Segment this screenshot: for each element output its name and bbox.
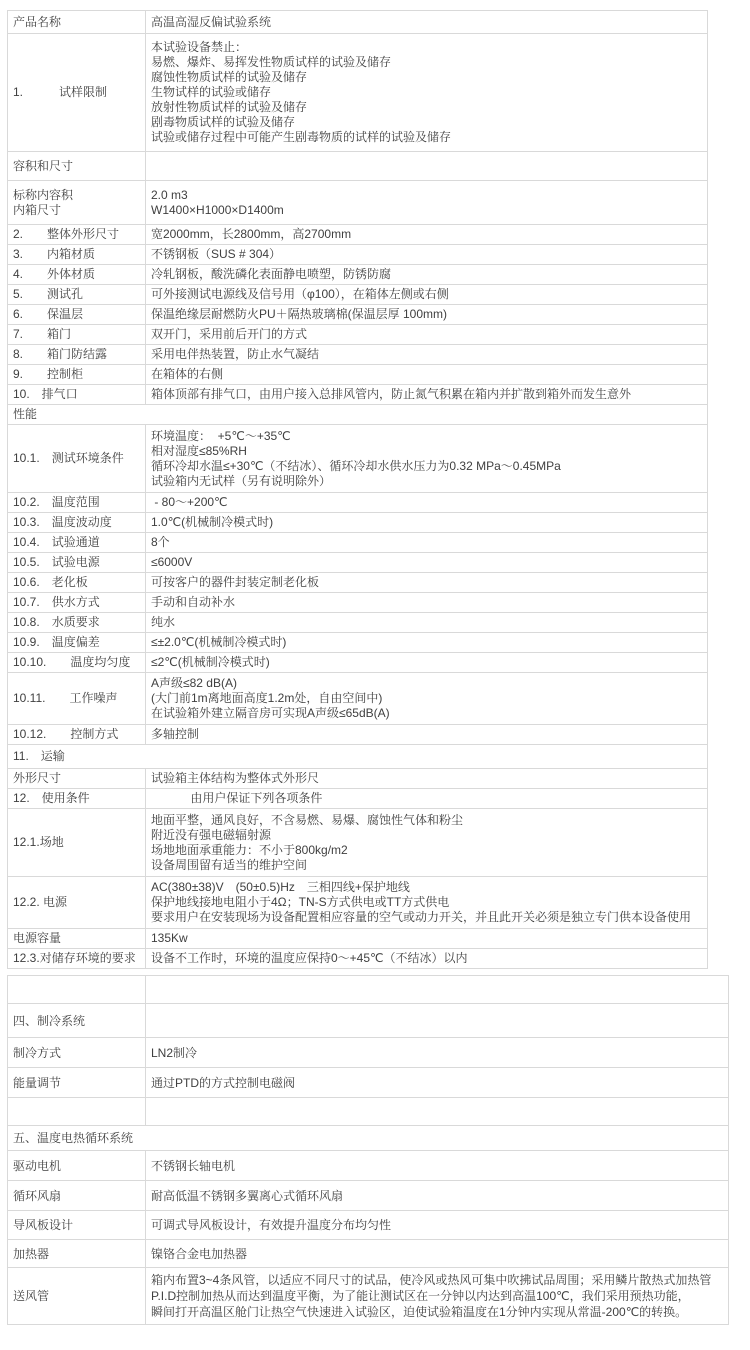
spec-row — [8, 1038, 729, 1068]
cell-text-line: 本试验设备禁止： — [151, 40, 248, 54]
cell-text-line: 12. 使用条件 — [13, 791, 90, 805]
spec-value-cell — [146, 769, 708, 789]
spec-value-cell — [146, 929, 708, 949]
spec-value-cell — [146, 365, 708, 385]
spec-row — [8, 1211, 729, 1240]
cell-text-line: 7. 箱门 — [13, 327, 72, 341]
cell-text-line: 双开门，采用前后开门的方式 — [151, 327, 308, 341]
cell-text-line: 容积和尺寸 — [13, 158, 74, 173]
spec-row — [8, 11, 708, 34]
spec-row — [8, 1268, 729, 1325]
spec-row — [8, 34, 708, 152]
cell-text-line: 10.11. 工作噪声 — [13, 691, 118, 705]
spec-label-cell — [8, 573, 146, 593]
spec-label-cell — [8, 653, 146, 673]
spec-label-cell — [8, 1038, 146, 1068]
spec-value-cell — [146, 285, 708, 305]
spec-row — [8, 425, 708, 493]
spec-row — [8, 1151, 729, 1181]
cell-text-line: 产品名称 — [13, 14, 62, 29]
cell-text-line: AC(380±38)V (50±0.5)Hz 三相四线+保护地线 — [151, 880, 410, 894]
cell-text-line: 瞬间打开高温区舱门让热空气快速进入试验区，迫使试验箱温度在1分钟内实现从常温-200℃的转换。 — [151, 1305, 688, 1319]
spec-row — [8, 949, 708, 969]
spec-label-cell — [8, 245, 146, 265]
cell-text-line: 8个 — [151, 535, 170, 549]
cell-text-line: 设备不工作时，环境的温度应保持0～+45℃（不结冰）以内 — [151, 951, 468, 965]
cell-text-line: P.I.D控制加热从而达到温度平衡，为了能让测试区在一分钟以内达到高温100℃，我们采用预热功能， — [151, 1289, 690, 1303]
cell-text-line: 易燃、爆炸、易挥发性物质试样的试验及储存 — [151, 55, 392, 69]
cell-text-line: 11. 运输 — [13, 749, 65, 763]
spec-value-cell — [146, 325, 708, 345]
cell-text-line: 试验箱主体结构为整体式外形尺 — [151, 771, 320, 785]
spec-value-cell — [146, 1038, 729, 1068]
spec-label-cell — [8, 513, 146, 533]
section-header-cell — [8, 405, 708, 425]
spec-row — [8, 152, 708, 181]
spec-row — [8, 593, 708, 613]
spec-label-cell — [8, 633, 146, 653]
spec-label-cell — [8, 34, 146, 152]
spec-value-cell — [146, 653, 708, 673]
spec-label-cell — [8, 11, 146, 34]
cell-text-line: 循环风扇 — [13, 1188, 62, 1203]
cell-text-line: 6. 保温层 — [13, 307, 84, 321]
section-header-row — [8, 405, 708, 425]
cell-text-line: 在试验箱外建立隔音房可实现A声级≤65dB(A) — [151, 706, 390, 720]
spec-label-cell — [8, 225, 146, 245]
cell-text-line: 保护地线接地电阻小于4Ω；TN-S方式供电或TT方式供电 — [151, 895, 450, 909]
cell-text-line: 镍铬合金电加热器 — [151, 1246, 248, 1261]
spec-label-cell — [8, 1068, 146, 1098]
cell-text-line: 试验箱内无试样（另有说明除外） — [151, 473, 332, 488]
cell-text-line: 135Kw — [151, 931, 188, 945]
spec-label-cell — [8, 1268, 146, 1325]
cell-text-line: 10.10. 温度均匀度 — [13, 655, 131, 669]
spec-value-cell — [146, 493, 708, 513]
spec-row — [8, 533, 708, 553]
cell-text-line: 四、制冷系统 — [13, 1013, 86, 1028]
spec-value-cell — [146, 265, 708, 285]
spec-label-cell — [8, 976, 146, 1004]
cell-text-line: 冷轧钢板，酸洗磷化表面静电喷塑，防锈防腐 — [151, 267, 392, 281]
spec-value-cell — [146, 1151, 729, 1181]
spec-value-cell — [146, 1004, 729, 1038]
spec-label-cell — [8, 809, 146, 877]
spec-label-cell — [8, 285, 146, 305]
cell-text-line: 腐蚀性物质试样的试验及储存 — [151, 70, 308, 84]
cell-text-line: 10. 排气口 — [13, 387, 78, 401]
spec-row — [8, 1004, 729, 1038]
product-spec-table — [7, 10, 708, 969]
spec-row — [8, 365, 708, 385]
cell-text-line: 内箱尺寸 — [13, 202, 62, 217]
spec-value-cell — [146, 976, 729, 1004]
cell-text-line: 制冷方式 — [13, 1045, 62, 1060]
spec-label-cell — [8, 345, 146, 365]
spec-value-cell — [146, 34, 708, 152]
cell-text-line: 设备周围留有适当的维护空间 — [151, 857, 308, 872]
spec-row — [8, 265, 708, 285]
spec-value-cell — [146, 949, 708, 969]
cell-text-line: 能量调节 — [13, 1075, 62, 1090]
spec-label-cell — [8, 725, 146, 745]
cell-text-line: 循环冷却水温≤+30℃（不结冰）、循环冷却水供水压力为0.32 MPa～0.45MPa — [151, 458, 561, 473]
cell-text-line: 可调式导风板设计，有效提升温度分布均匀性 — [151, 1218, 392, 1232]
spec-row — [8, 929, 708, 949]
spec-label-cell — [8, 1240, 146, 1268]
spec-row — [8, 513, 708, 533]
cell-text-line: 放射性物质试样的试验及储存 — [151, 100, 308, 114]
spec-label-cell — [8, 265, 146, 285]
section-header-cell — [8, 1126, 729, 1151]
spec-label-cell — [8, 613, 146, 633]
spec-label-cell — [8, 385, 146, 405]
spec-value-cell — [146, 305, 708, 325]
cell-text-line: (大门前1m离地面高度1.2m处，自由空间中) — [151, 691, 383, 705]
spec-row — [8, 553, 708, 573]
spec-value-cell — [146, 553, 708, 573]
cell-text-line: A声级≤82 dB(A) — [151, 676, 237, 690]
cell-text-line: 导风板设计 — [13, 1218, 74, 1232]
spec-value-cell — [146, 11, 708, 34]
spec-value-cell — [146, 533, 708, 553]
spec-row — [8, 1098, 729, 1126]
spec-row — [8, 385, 708, 405]
spec-label-cell — [8, 1151, 146, 1181]
spec-label-cell — [8, 553, 146, 573]
spec-value-cell — [146, 1211, 729, 1240]
cell-text-line: LN2制冷 — [151, 1045, 198, 1060]
spec-row — [8, 809, 708, 877]
cell-text-line: 附近没有强电磁辐射源 — [151, 827, 272, 842]
cell-text-line: 地面平整，通风良好，不含易燃、易爆、腐蚀性气体和粉尘 — [151, 812, 464, 827]
cell-text-line: 要求用户在安装现场为设备配置相应容量的空气或动力开关，并且此开关必须是独立专门供本设备使用 — [151, 910, 692, 924]
spec-value-cell — [146, 633, 708, 653]
cell-text-line: 多轴控制 — [151, 727, 200, 741]
cell-text-line: 箱体顶部有排气口，由用户接入总排风管内，防止氮气积累在箱内并扩散到箱外而发生意外 — [151, 387, 632, 401]
cell-text-line: 在箱体的右侧 — [151, 367, 224, 381]
cell-text-line: 12.3.对储存环境的要求 — [13, 951, 136, 965]
spec-row — [8, 789, 708, 809]
spec-label-cell — [8, 425, 146, 493]
spec-row — [8, 245, 708, 265]
spec-value-cell — [146, 573, 708, 593]
cell-text-line: 五、温度电热循环系统 — [13, 1131, 134, 1145]
spec-row — [8, 653, 708, 673]
cell-text-line: 10.12. 控制方式 — [13, 727, 119, 741]
cell-text-line: 加热器 — [13, 1246, 50, 1261]
spec-label-cell — [8, 533, 146, 553]
cell-text-line: 生物试样的试验或储存 — [151, 85, 272, 99]
spec-value-cell — [146, 1181, 729, 1211]
cell-text-line: 2. 整体外形尺寸 — [13, 227, 120, 241]
cell-text-line: 可外接测试电源线及信号用（φ100），在箱体左侧或右侧 — [151, 287, 449, 301]
cell-text-line: 标称内容积 — [13, 187, 74, 202]
spec-row — [8, 1068, 729, 1098]
spec-label-cell — [8, 949, 146, 969]
spec-row — [8, 976, 729, 1004]
spec-label-cell — [8, 789, 146, 809]
cell-text-line: 场地地面承重能力：不小于800kg/m2 — [151, 842, 348, 857]
cell-text-line: 保温绝缘层耐燃防火PU＋隔热玻璃棉(保温层厚 100mm) — [151, 307, 448, 321]
cell-text-line: 10.3. 温度波动度 — [13, 515, 112, 529]
spec-row — [8, 725, 708, 745]
cell-text-line: 1.0℃(机械制冷模式时) — [151, 515, 274, 529]
cell-text-line: 高温高湿反偏试验系统 — [151, 14, 272, 29]
spec-label-cell — [8, 877, 146, 929]
section-header-cell — [8, 745, 708, 769]
cell-text-line: 电源容量 — [13, 931, 62, 945]
cell-text-line: - 80～+200℃ — [151, 495, 228, 509]
spec-value-cell — [146, 385, 708, 405]
spec-label-cell — [8, 325, 146, 345]
spec-row — [8, 305, 708, 325]
spec-row — [8, 1240, 729, 1268]
cell-text-line: 10.2. 温度范围 — [13, 495, 100, 509]
spec-label-cell — [8, 365, 146, 385]
spec-row — [8, 225, 708, 245]
spec-label-cell — [8, 1098, 146, 1126]
spec-row — [8, 769, 708, 789]
cell-text-line: 剧毒物质试样的试验及储存 — [151, 115, 296, 129]
spec-value-cell — [146, 809, 708, 877]
cell-text-line: 3. 内箱材质 — [13, 247, 96, 261]
cell-text-line: 12.1.场地 — [13, 835, 64, 849]
spec-row — [8, 613, 708, 633]
cell-text-line: 10.5. 试验电源 — [13, 555, 100, 569]
cell-text-line: 10.9. 温度偏差 — [13, 635, 100, 649]
spec-row — [8, 1181, 729, 1211]
spec-value-cell — [146, 152, 708, 181]
spec-value-cell — [146, 725, 708, 745]
spec-row — [8, 877, 708, 929]
spec-row — [8, 181, 708, 225]
cell-text-line: 箱内布置3~4条风管，以适应不同尺寸的试品，使冷风或热风可集中吹拂试品周围；采用鳞片散热式加热管 — [151, 1273, 712, 1287]
spec-label-cell — [8, 493, 146, 513]
subsystem-spec-table — [7, 975, 729, 1325]
spec-label-cell — [8, 929, 146, 949]
spec-value-cell — [146, 593, 708, 613]
spec-label-cell — [8, 152, 146, 181]
cell-text-line: 4. 外体材质 — [13, 267, 96, 281]
spec-value-cell — [146, 673, 708, 725]
spec-row — [8, 633, 708, 653]
spec-label-cell — [8, 1181, 146, 1211]
spec-value-cell — [146, 245, 708, 265]
spec-value-cell — [146, 877, 708, 929]
cell-text-line: 性能 — [13, 407, 38, 421]
spec-value-cell — [146, 513, 708, 533]
cell-text-line: 由用户保证下列各项条件 — [151, 791, 323, 805]
cell-text-line: 不锈钢板（SUS # 304） — [151, 247, 282, 261]
spec-value-cell — [146, 425, 708, 493]
spec-value-cell — [146, 181, 708, 225]
cell-text-line: 环境温度： +5℃～+35℃ — [151, 428, 291, 443]
cell-text-line: 耐高低温不锈钢多翼离心式循环风扇 — [151, 1188, 344, 1203]
cell-text-line: 1. 试样限制 — [13, 85, 108, 99]
cell-text-line: 10.7. 供水方式 — [13, 595, 100, 609]
cell-text-line: 不锈钢长轴电机 — [151, 1158, 236, 1173]
cell-text-line: ≤6000V — [151, 555, 193, 569]
cell-text-line: 送风管 — [13, 1289, 50, 1303]
spec-row — [8, 345, 708, 365]
spec-label-cell — [8, 673, 146, 725]
cell-text-line: 8. 箱门防结露 — [13, 347, 108, 361]
cell-text-line: 10.1. 测试环境条件 — [13, 451, 124, 465]
spec-value-cell — [146, 1068, 729, 1098]
spec-value-cell — [146, 613, 708, 633]
spec-value-cell — [146, 789, 708, 809]
spec-value-cell — [146, 345, 708, 365]
cell-text-line: 宽2000mm，长2800mm，高2700mm — [151, 227, 352, 241]
spec-label-cell — [8, 593, 146, 613]
cell-text-line: 10.6. 老化板 — [13, 575, 88, 589]
spec-label-cell — [8, 305, 146, 325]
spec-row — [8, 573, 708, 593]
cell-text-line: ≤2℃(机械制冷模式时) — [151, 655, 270, 669]
cell-text-line: 试验或储存过程中可能产生剧毒物质的试样的试验及储存 — [151, 130, 452, 144]
cell-text-line: 驱动电机 — [13, 1158, 62, 1173]
spec-label-cell — [8, 181, 146, 225]
spec-row — [8, 493, 708, 513]
cell-text-line: 通过PTD的方式控制电磁阀 — [151, 1075, 296, 1090]
cell-text-line: 5. 测试孔 — [13, 287, 84, 301]
section-header-row — [8, 745, 708, 769]
cell-text-line: 可按客户的器件封装定制老化板 — [151, 575, 320, 589]
cell-text-line: 纯水 — [151, 615, 176, 629]
section-header-row — [8, 1126, 729, 1151]
spec-label-cell — [8, 769, 146, 789]
spec-row — [8, 673, 708, 725]
cell-text-line: 外形尺寸 — [13, 771, 62, 785]
cell-text-line: 手动和自动补水 — [151, 595, 236, 609]
spec-row — [8, 325, 708, 345]
spec-label-cell — [8, 1004, 146, 1038]
cell-text-line: 12.2. 电源 — [13, 895, 68, 909]
cell-text-line: 9. 控制柜 — [13, 367, 84, 381]
cell-text-line: 采用电伴热装置，防止水气凝结 — [151, 347, 320, 361]
spec-value-cell — [146, 225, 708, 245]
cell-text-line: 10.4. 试验通道 — [13, 535, 100, 549]
cell-text-line: 2.0 m3 — [151, 187, 188, 202]
cell-text-line: W1400×H1000×D1400m — [151, 202, 284, 217]
spec-value-cell — [146, 1098, 729, 1126]
cell-text-line: 10.8. 水质要求 — [13, 615, 100, 629]
cell-text-line: ≤±2.0℃(机械制冷模式时) — [151, 635, 287, 649]
spec-value-cell — [146, 1268, 729, 1325]
spec-row — [8, 285, 708, 305]
cell-text-line: 相对湿度≤85%RH — [151, 443, 247, 458]
spec-label-cell — [8, 1211, 146, 1240]
spec-value-cell — [146, 1240, 729, 1268]
